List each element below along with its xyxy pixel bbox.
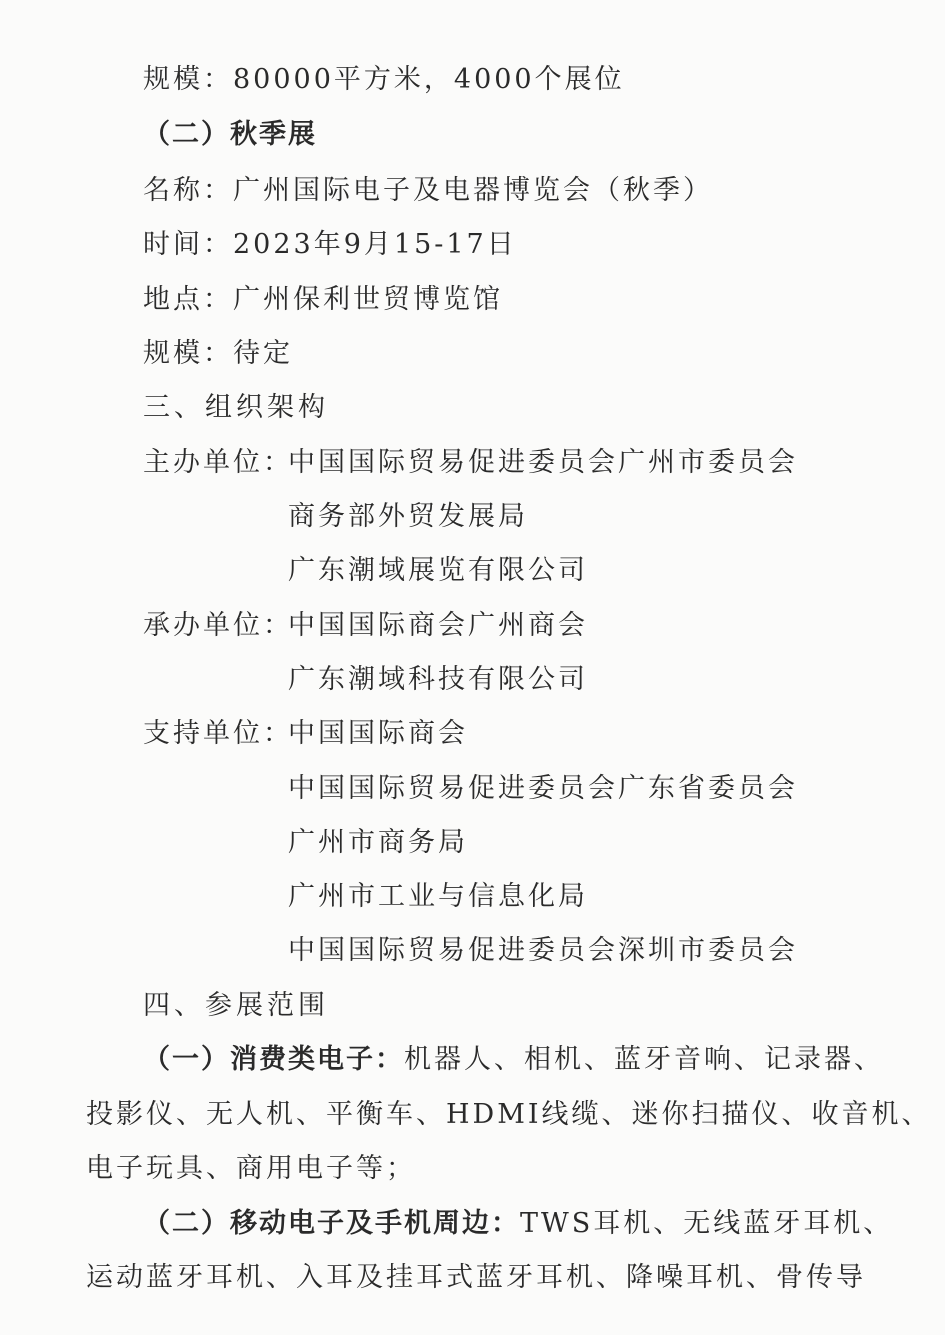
section-4-heading: 四、参展范围: [143, 990, 329, 1021]
category-1-line-3: 电子玩具、商用电子等；: [86, 1153, 416, 1184]
support-item-5: 中国国际贸易促进委员会深圳市委员会: [288, 935, 798, 966]
section-3-heading: 三、组织架构: [143, 392, 329, 423]
event-place: 地点：广州保利世贸博览馆: [143, 284, 503, 315]
organizer-item-2: 广东潮域科技有限公司: [288, 664, 588, 695]
support-item-1: 中国国际商会: [288, 718, 468, 749]
category-2-text: TWS耳机、无线蓝牙耳机、: [520, 1208, 894, 1239]
category-2-first-line: [143, 1206, 893, 1242]
autumn-heading: （二）秋季展: [143, 119, 317, 150]
organizer-label: 承办单位：: [143, 610, 293, 641]
scale-spring: 规模：80000平方米，4000个展位: [143, 64, 625, 95]
host-label: 主办单位：: [143, 447, 293, 478]
host-item-3: 广东潮域展览有限公司: [288, 555, 588, 586]
category-1-line-2: 投影仪、无人机、平衡车、HDMI线缆、迷你扫描仪、收音机、: [86, 1099, 932, 1130]
host-item-1: 中国国际贸易促进委员会广州市委员会: [288, 447, 798, 478]
event-time: 时间：2023年9月15-17日: [143, 229, 517, 260]
support-label: 支持单位：: [143, 718, 293, 749]
event-name: 名称：广州国际电子及电器博览会（秋季）: [143, 175, 713, 206]
category-1-first-line: [143, 1042, 884, 1078]
category-2-line-2: 运动蓝牙耳机、入耳及挂耳式蓝牙耳机、降噪耳机、骨传导: [86, 1262, 866, 1293]
scale-autumn: 规模：待定: [143, 338, 293, 369]
organizer-item-1: 中国国际商会广州商会: [288, 610, 588, 641]
category-1-title: （一）消费类电子：: [143, 1044, 404, 1075]
support-item-4: 广州市工业与信息化局: [288, 881, 588, 912]
support-item-3: 广州市商务局: [288, 827, 468, 858]
category-1-text: 机器人、相机、蓝牙音响、记录器、: [404, 1044, 884, 1075]
support-item-2: 中国国际贸易促进委员会广东省委员会: [288, 773, 798, 804]
category-2-title: （二）移动电子及手机周边：: [143, 1208, 520, 1239]
host-item-2: 商务部外贸发展局: [288, 501, 528, 532]
